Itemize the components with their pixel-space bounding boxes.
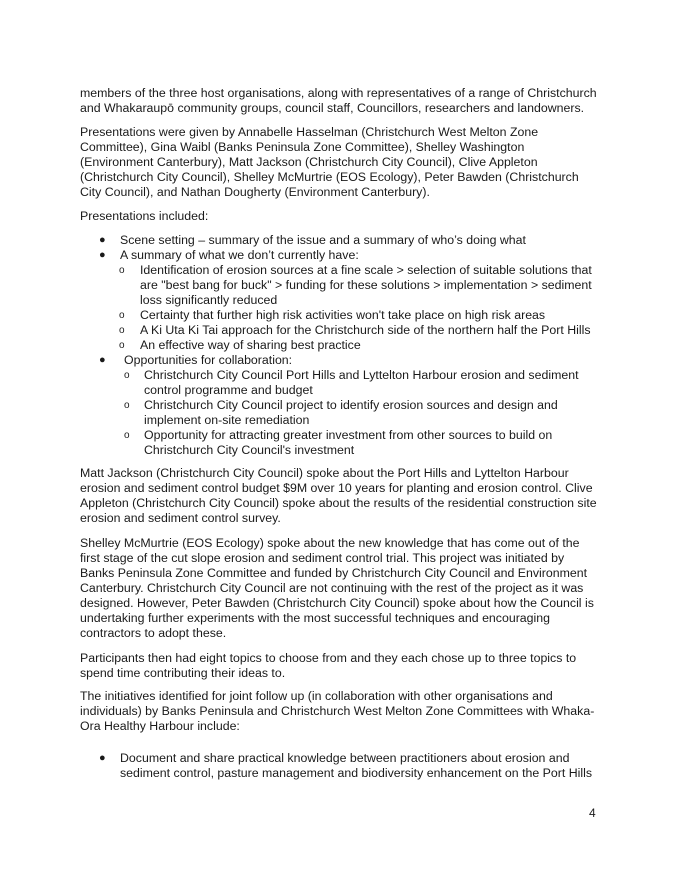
sub-list-item xyxy=(80,368,600,398)
bullet-icon: o xyxy=(124,430,130,441)
paragraph-budget xyxy=(80,466,600,526)
list-item-text: Christchurch City Council Port Hills and Lyttelton Harbour erosion and sediment control programme and budget xyxy=(144,368,579,397)
bullet-icon: o xyxy=(119,325,125,336)
list-item-text: A Ki Uta Ki Tai approach for the Christchurch side of the northern half the Port Hills xyxy=(140,323,591,337)
paragraph-text: The initiatives identified for joint follow up (in collaboration with other organisations and individuals) by Banks Peninsula and Christchurch West Melton Zone Committees with Whaka-Ora Healthy Harbour include: xyxy=(80,689,595,733)
list-item xyxy=(80,233,600,248)
paragraph-text: Presentations included: xyxy=(80,209,209,223)
list-item-text: An effective way of sharing best practice xyxy=(140,338,361,352)
initiatives-list xyxy=(80,751,600,781)
list-item xyxy=(80,751,600,781)
sub-list-item xyxy=(80,398,600,428)
paragraph-text: members of the three host organisations, along with representatives of a range of Christchurch and Whakaraupō community groups, council staff, Councillors, researchers and landowners. xyxy=(80,86,597,115)
presentations-list xyxy=(80,233,600,458)
sub-list-item xyxy=(80,428,600,458)
sub-list-item xyxy=(80,263,600,308)
list-item-text: Document and share practical knowledge between practitioners about erosion and sediment control, pasture management and biodiversity enhancement on the Port Hills xyxy=(120,751,593,780)
bullet-icon: o xyxy=(119,310,125,321)
paragraph-text: Shelley McMurtrie (EOS Ecology) spoke about the new knowledge that has come out of the first stage of the cut slope erosion and sediment control trial. This project was initiated by Banks Peninsula Zone Committee and funded by Christchurch City Council and Environment Canterbury. Christchurch City Council are not continuing with the rest of the project as it was designed. However, Peter Bawden (Christchurch City Council) spoke about how the Council is undertaking further experiments with the most successful techniques and encouraging contractors to adopt these. xyxy=(80,536,594,640)
paragraph-text: Matt Jackson (Christchurch City Council) spoke about the Port Hills and Lyttelton Harbour erosion and sediment control budget $9M over 10 years for planting and erosion control. Clive Appleton (Christchurch City Council) spoke about the results of the residential construction site erosion and sediment control survey. xyxy=(80,466,597,525)
paragraph-text: Participants then had eight topics to choose from and they each chose up to three topics to spend time contributing their ideas to. xyxy=(80,651,577,680)
page-number: 4 xyxy=(589,806,596,820)
bullet-icon: o xyxy=(119,340,125,351)
bullet-icon: ● xyxy=(99,249,106,261)
list-item-text: Scene setting – summary of the issue and a summary of who’s doing what xyxy=(120,233,526,247)
sub-list-item xyxy=(80,338,600,353)
sub-list-item xyxy=(80,308,600,323)
bullet-icon: o xyxy=(119,265,125,276)
paragraph-presentations-heading xyxy=(80,209,600,224)
paragraph-text: Presentations were given by Annabelle Hasselman (Christchurch West Melton Zone Committee), Gina Waibl (Banks Peninsula Zone Committee), Shelley Washington (Environment Canterbury), Matt Jackson (Christchurch City Council), Clive Appleton (Christchurch City Council), Shelley McMurtrie (EOS Ecology), Peter Bawden (Christchurch City Council), and Nathan Dougherty (Environment Canterbury). xyxy=(80,125,579,199)
paragraph-hosts xyxy=(80,86,600,116)
list-item-text: Certainty that further high risk activities won't take place on high risk areas xyxy=(140,308,546,322)
paragraph-trial xyxy=(80,536,600,641)
list-item-text: Opportunities for collaboration: xyxy=(124,353,293,367)
list-item-text: Identification of erosion sources at a fine scale > selection of suitable solutions that are "best bang for buck" > funding for these solutions > implementation > sediment loss significantly reduced xyxy=(140,263,592,307)
bullet-icon: ● xyxy=(99,354,106,366)
bullet-icon: o xyxy=(124,370,130,381)
bullet-icon: ● xyxy=(99,752,106,764)
list-item xyxy=(80,248,600,263)
bullet-icon: ● xyxy=(99,234,106,246)
paragraph-topics xyxy=(80,651,600,681)
list-item xyxy=(80,353,600,368)
list-item-text: A summary of what we don’t currently have: xyxy=(120,248,359,262)
bullet-icon: o xyxy=(124,400,130,411)
paragraph-presenters xyxy=(80,125,600,200)
list-item-text: Opportunity for attracting greater investment from other sources to build on Christchurch City Council's investment xyxy=(144,428,553,457)
paragraph-initiatives xyxy=(80,689,600,734)
list-item-text: Christchurch City Council project to identify erosion sources and design and implement on-site remediation xyxy=(144,398,558,427)
sub-list-item xyxy=(80,323,600,338)
